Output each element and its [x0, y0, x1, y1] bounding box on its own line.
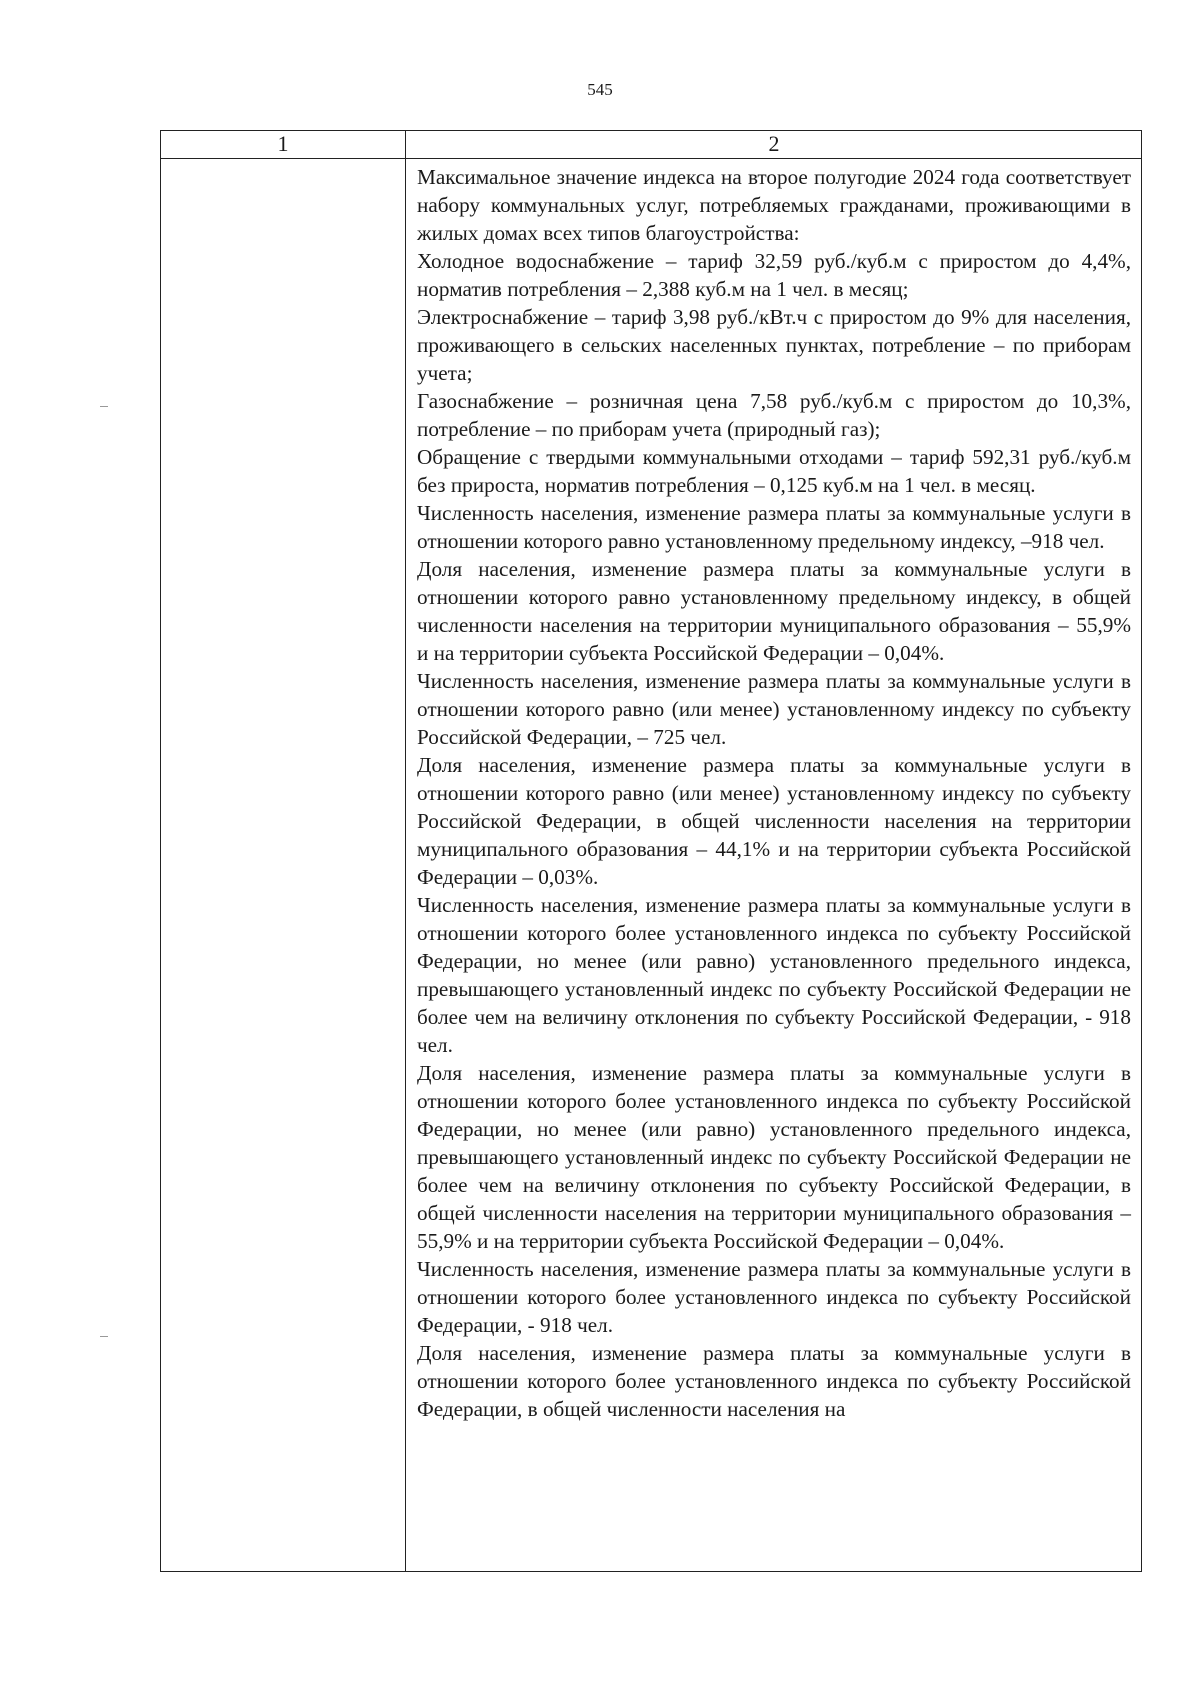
paragraph-waste: Обращение с твердыми коммунальными отходами – тариф 592,31 руб./куб.м без прироста, норматив потребления – 0,125 куб.м на 1 чел. в месяц. [417, 445, 1131, 497]
paragraph-share-between: Доля населения, изменение размера платы за коммунальные услуги в отношении которого более установленного индекса по субъекту Российской Федерации, но менее (или равно) установленного предельного индекса, превышающего установленный индекс по субъекту Российской Федерации не более чем на величину отклонения по субъекту Российской Федерации, в общей численности населения на территории муниципального образования – 55,9% и на территории субъекта Российской Федерации – 0,04%. [417, 1061, 1131, 1253]
paragraph-share-above-index: Доля населения, изменение размера платы за коммунальные услуги в отношении которого более установленного индекса по субъекту Российской Федерации, в общей численности населения на [417, 1341, 1131, 1421]
paragraph-population-equal-limit: Численность населения, изменение размера платы за коммунальные услуги в отношении которого равно установленному предельному индексу, –918 чел. [417, 501, 1131, 553]
margin-mark-bottom [100, 1336, 108, 1337]
margin-mark-top [100, 406, 108, 407]
column-2-content [417, 163, 1131, 1423]
paragraph-population-le-index: Численность населения, изменение размера платы за коммунальные услуги в отношении которого равно (или менее) установленному индексу по субъекту Российской Федерации, – 725 чел. [417, 669, 1131, 749]
paragraph-max-index: Максимальное значение индекса на второе полугодие 2024 года соответствует набору коммунальных услуг, потребляемых гражданами, проживающими в жилых домах всех типов благоустройства: [417, 165, 1131, 245]
paragraph-cold-water: Холодное водоснабжение – тариф 32,59 руб./куб.м с приростом до 4,4%, норматив потребления – 2,388 куб.м на 1 чел. в месяц; [417, 249, 1131, 301]
page-number: 545 [587, 80, 613, 99]
column-2-header: 2 [768, 131, 780, 156]
table-header-row [161, 131, 1141, 159]
column-1-header: 1 [277, 131, 289, 156]
paragraph-gas: Газоснабжение – розничная цена 7,58 руб./куб.м с приростом до 10,3%, потребление – по приборам учета (природный газ); [417, 389, 1131, 441]
paragraph-electricity: Электроснабжение – тариф 3,98 руб./кВт.ч с приростом до 9% для населения, проживающего в сельских населенных пунктах, потребление – по приборам учета; [417, 305, 1131, 385]
paragraph-population-above-index: Численность населения, изменение размера платы за коммунальные услуги в отношении которого более установленного индекса по субъекту Российской Федерации, - 918 чел. [417, 1257, 1131, 1337]
document-table [160, 130, 1142, 1572]
paragraph-share-le-index: Доля населения, изменение размера платы за коммунальные услуги в отношении которого равно (или менее) установленному индексу по субъекту Российской Федерации, в общей численности населения на территории муниципального образования – 44,1% и на территории субъекта Российской Федерации – 0,03%. [417, 753, 1131, 889]
paragraph-share-equal-limit: Доля населения, изменение размера платы за коммунальные услуги в отношении которого равно установленному предельному индексу, в общей численности населения на территории муниципального образования – 55,9% и на территории субъекта Российской Федерации – 0,04%. [417, 557, 1131, 665]
paragraph-population-between: Численность населения, изменение размера платы за коммунальные услуги в отношении которого более установленного индекса по субъекту Российской Федерации, но менее (или равно) установленного предельного индекса, превышающего установленный индекс по субъекту Российской Федерации не более чем на величину отклонения по субъекту Российской Федерации, - 918 чел. [417, 893, 1131, 1057]
column-divider [405, 131, 406, 1571]
